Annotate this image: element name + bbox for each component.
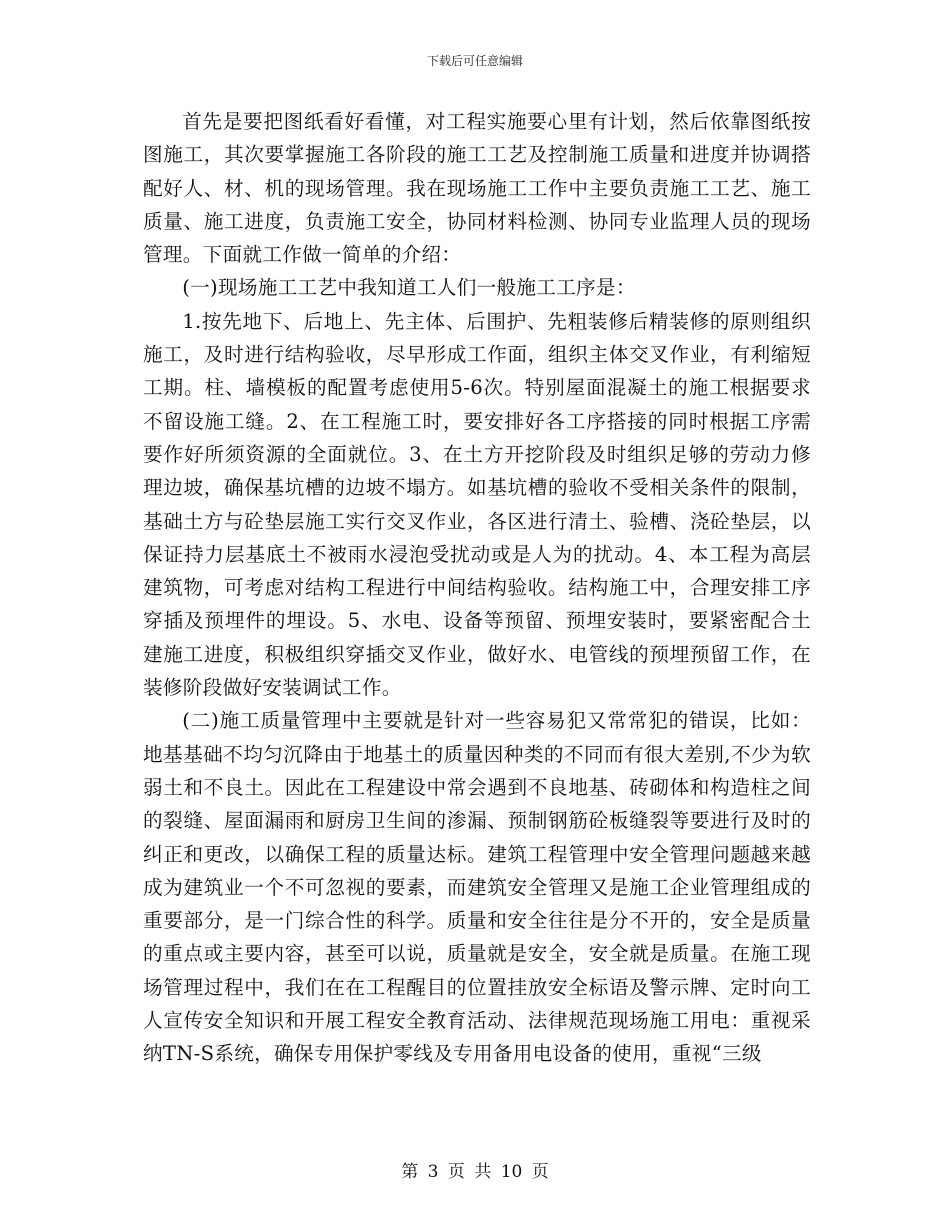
page-number-footer: 第 3 页 共 10 页 — [401, 1162, 549, 1182]
paragraph-intro: 首先是要把图纸看好看懂，对工程实施要心里有计划，然后依靠图纸按图施工，其次要掌握施工各阶段的施工工艺及控制施工质量和进度并协调搭配好人、材、机的现场管理。我在现场施工工作中主要负责施工工艺、施工质量、施工进度，负责施工安全，协同材料检测、协同专业监理人员的现场管理。下面就工作做一简单的介绍： — [143, 110, 811, 267]
paragraph-section-1-heading: (一)现场施工工艺中我知道工人们一般施工工序是： — [182, 276, 636, 300]
document-body — [143, 105, 811, 1071]
paragraph-section-2-quality: (二)施工质量管理中主要就是针对一些容易犯又常常犯的错误，比如：地基基础不均匀沉降由于地基土的质量因种类的不同而有很大差别,不少为软弱土和不良土。因此在工程建设中常会遇到不良地基、砖砌体和构造柱之间的裂缝、屋面漏雨和厨房卫生间的渗漏、预制钢筋砼板缝裂等要进行及时的纠正和更改，以确保工程的质量达标。建筑工程管理中安全管理问题越来越成为建筑业一个不可忽视的要素，而建筑安全管理又是施工企业管理组成的重要部分，是一门综合性的科学。质量和安全往往是分不开的，安全是质量的重点或主要内容，甚至可以说，质量就是安全，安全就是质量。在施工现场管理过程中，我们在在工程醒目的位置挂放安全标语及警示牌、定时向工人宣传安全知识和开展工程安全教育活动、法律规范现场施工用电：重视采纳TN-S系统，确保专用保护零线及专用备用电设备的使用，重视“三级 — [143, 709, 811, 1066]
page-header: 下载后可任意编辑 — [426, 54, 523, 68]
paragraph-construction-process: 1.按先地下、后地上、先主体、后围护、先粗装修后精装修的原则组织施工，及时进行结构验收，尽早形成工作面，组织主体交叉作业，有利缩短工期。柱、墙模板的配置考虑使用5-6次。特别屋面混凝土的施工根据要求不留设施工缝。2、在工程施工时，要安排好各工序搭接的同时根据工序需要作好所须资源的全面就位。3、在土方开挖阶段及时组织足够的劳动力修理边坡，确保基坑槽的边坡不塌方。如基坑槽的验收不受相关条件的限制，基础土方与砼垫层施工实行交叉作业，各区进行清土、验槽、浇砼垫层，以保证持力层基底土不被雨水浸泡受扰动或是人为的扰动。4、本工程为高层建筑物，可考虑对结构工程进行中间结构验收。结构施工中，合理安排工序穿插及预埋件的埋设。5、水电、设备等预留、预埋安装时，要紧密配合土建施工进度，积极组织穿插交叉作业，做好水、电管线的预埋预留工作，在装修阶段做好安装调试工作。 — [143, 309, 811, 700]
